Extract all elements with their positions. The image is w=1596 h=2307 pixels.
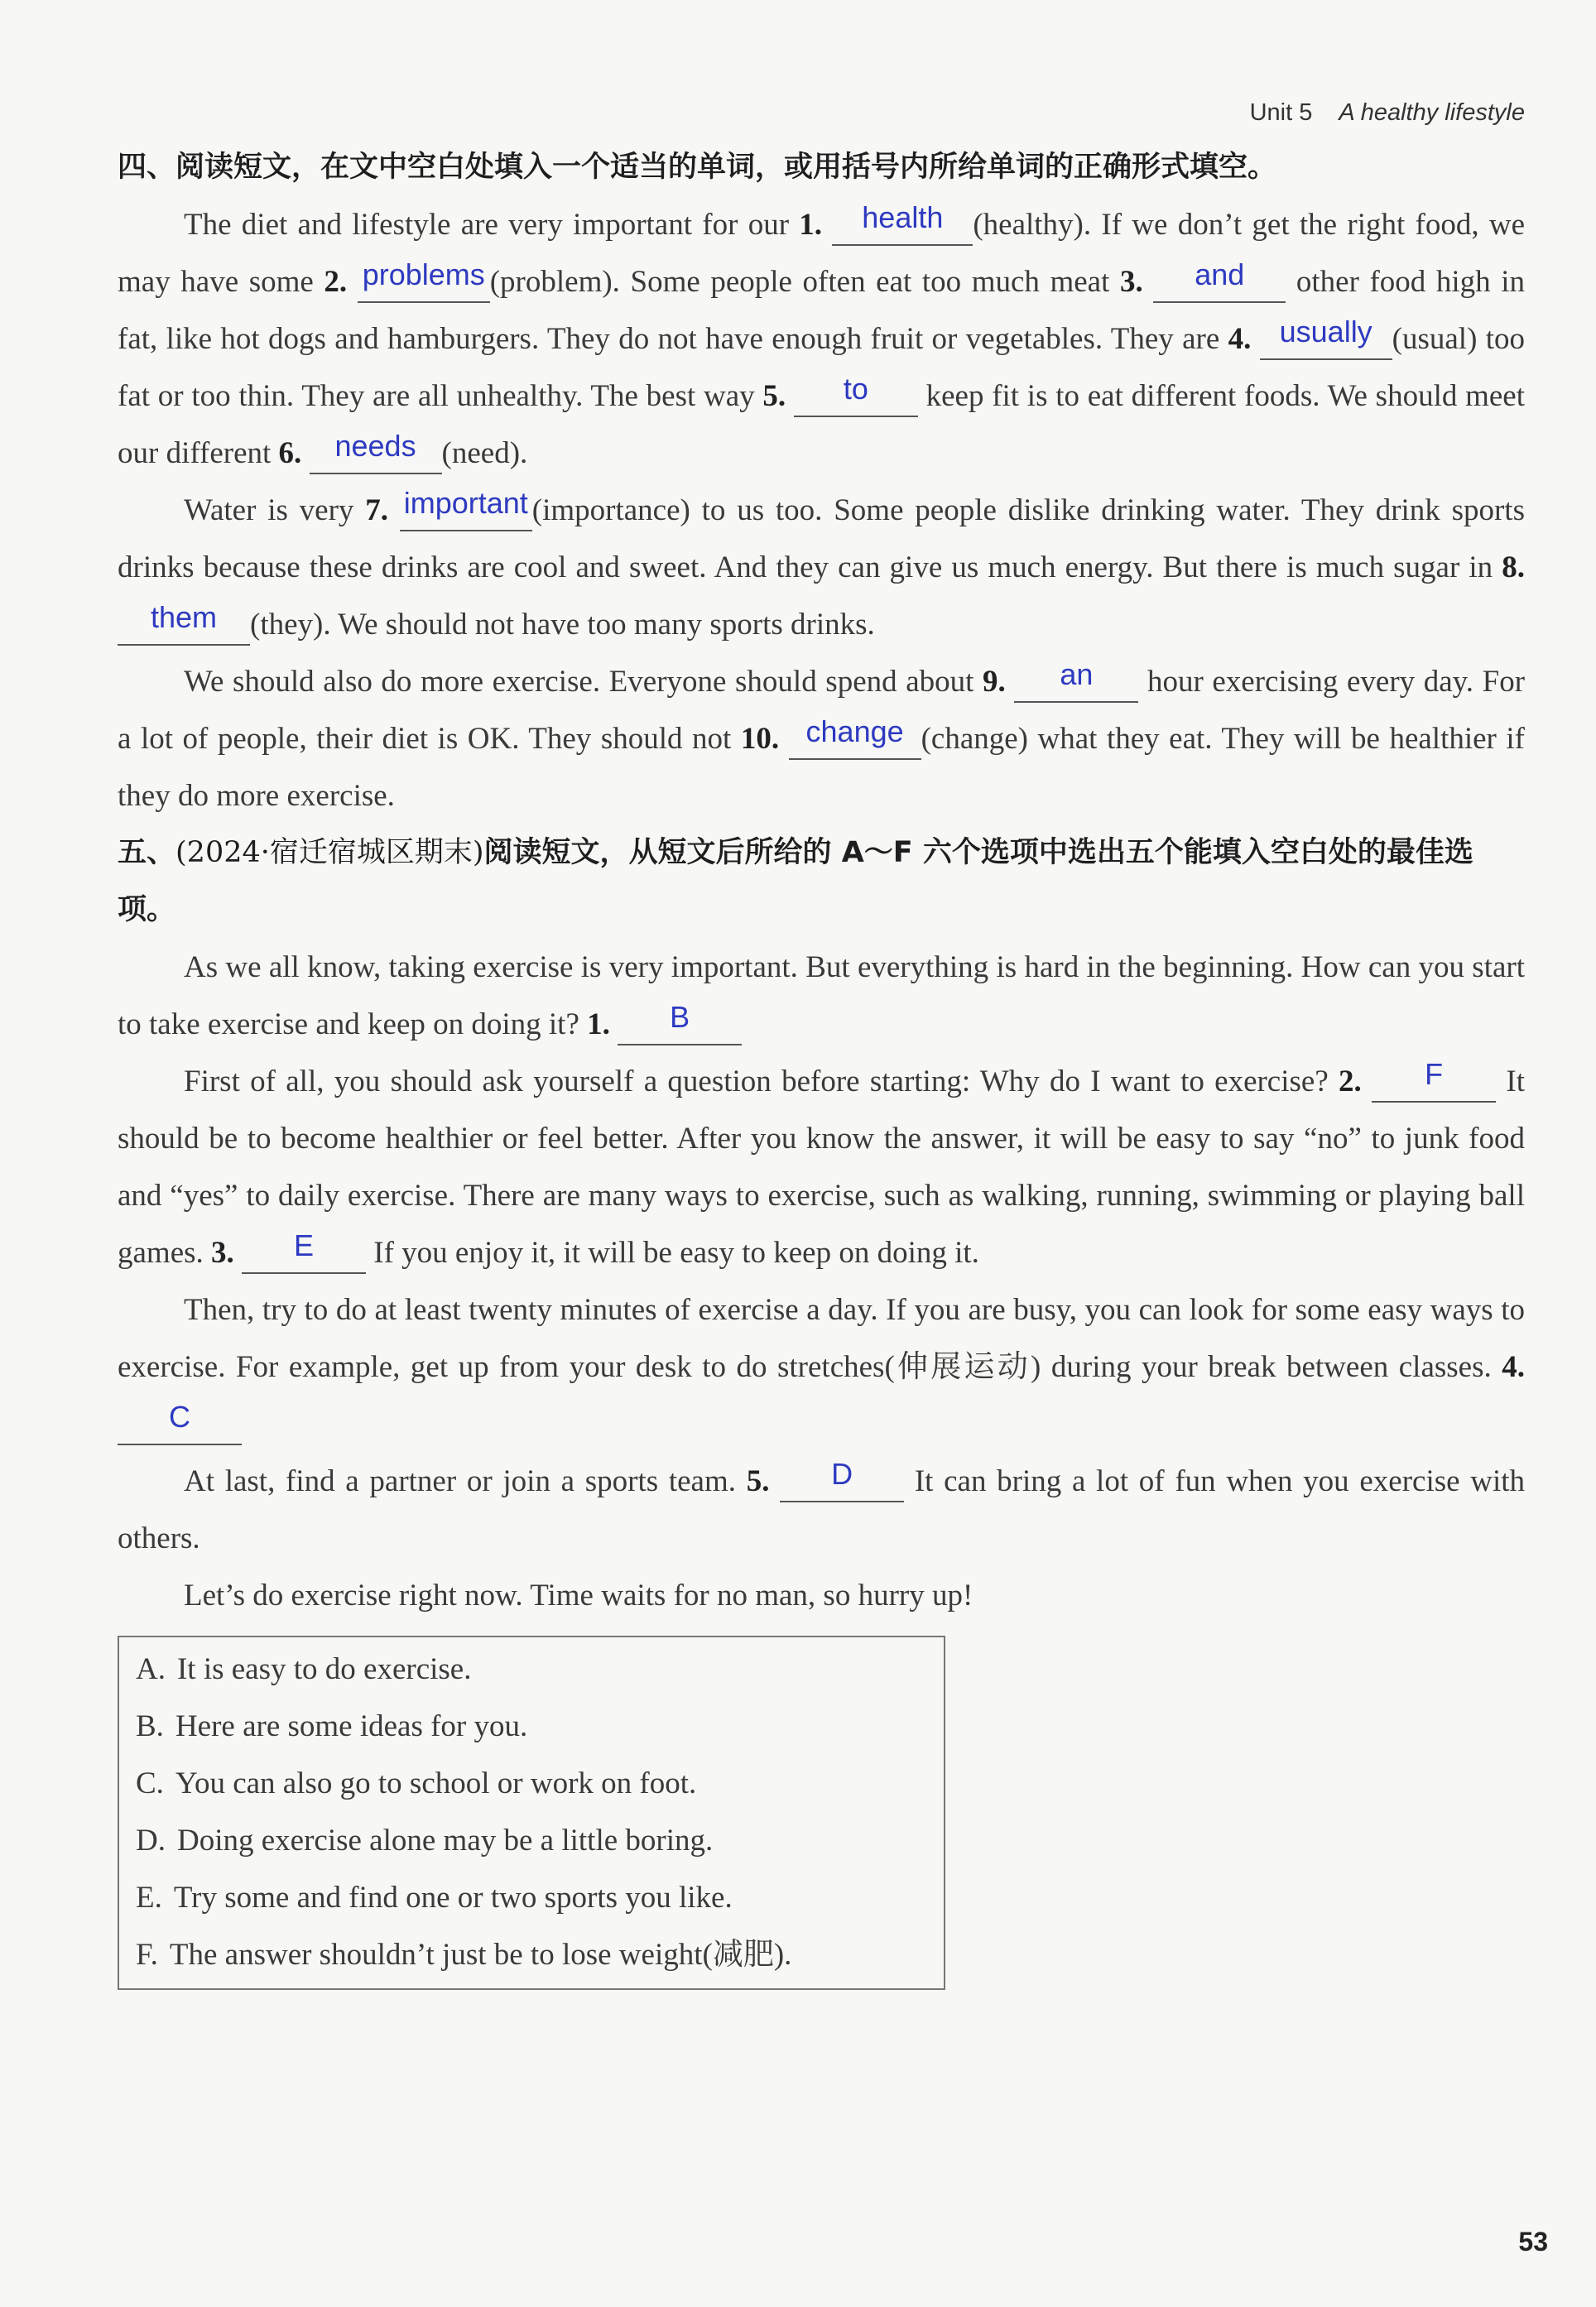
text: (change) what they eat. They will be healthier if they do more exercise. [118, 722, 1525, 813]
answer-blank-5[interactable] [794, 372, 918, 417]
blank-number: 3. [1119, 265, 1143, 299]
blank-number: 5. [762, 379, 786, 413]
section-5-paragraph-2 [118, 1053, 1525, 1281]
answer-text: an [1060, 657, 1094, 691]
text: (problem). Some people often eat too much meat [489, 265, 1120, 299]
section-5-title [118, 824, 1525, 939]
section-4-title: 四、阅读短文，在文中空白处填入一个适当的单词，或用括号内所给单词的正确形式填空。 [118, 151, 1277, 184]
text: (need). [441, 436, 528, 470]
option-f [136, 1926, 927, 1983]
text: It can bring a lot of fun when you exercise with others. [118, 1464, 1526, 1555]
option-b [136, 1698, 927, 1755]
text: If you enjoy it, it will be easy to keep on doing it. [366, 1236, 979, 1270]
unit-title: A healthy lifestyle [1339, 99, 1525, 126]
option-c [136, 1755, 927, 1812]
blank-number: 2. [324, 265, 348, 299]
option-text: Doing exercise alone may be a little boring. [176, 1824, 714, 1858]
answer-blank-6[interactable] [310, 429, 442, 474]
blank-number: 9. [983, 665, 1006, 699]
option-text: Try some and find one or two sports you like. [173, 1881, 733, 1915]
answer-blank-7[interactable] [400, 486, 532, 531]
blank-number: 4. [1502, 1350, 1525, 1384]
answer-text: E [294, 1228, 315, 1262]
option-text: It is easy to do exercise. [176, 1652, 472, 1686]
text: (importance) to us too. Some people dislike drinking water. They drink sports drinks because these drinks are cool and sweet. And they can give us much energy. But there is much sugar in [118, 493, 1525, 584]
text: It should be to become healthier or feel better. After you know the answer, it will be easy to say “no” to junk food and “yes” to daily exercise. There are many ways to exercise, such as walking, running, swimming or playing ball games. [118, 1065, 1525, 1270]
answer-text: important [403, 486, 528, 520]
text: Then, try to do at least twenty minutes of exercise a day. If you are busy, you can look for some easy ways to exercise. For example, get up from your desk to do stretches(伸展运动) during your break between classes. [118, 1293, 1525, 1384]
option-text: The answer shouldn’t just be to lose weight(减肥). [169, 1938, 792, 1972]
answer-blank-9[interactable] [1014, 657, 1138, 703]
text: (healthy). If we don’t get the right food, we may have some [118, 208, 1526, 299]
answer-text: needs [334, 429, 416, 463]
blank-number: 6. [278, 436, 302, 470]
option-d [136, 1812, 927, 1869]
option-e [136, 1869, 927, 1926]
blank-number: 1. [587, 1007, 610, 1041]
blank-number: 5. [746, 1464, 770, 1498]
text: (they). We should not have too many sports drinks. [250, 608, 875, 642]
option-blank-3[interactable] [242, 1228, 366, 1274]
page-number: 53 [1518, 2227, 1548, 2257]
text: keep fit is to eat different foods. We should meet our different [118, 379, 1526, 470]
section-number: 五、 [118, 836, 176, 869]
blank-number: 2. [1339, 1065, 1362, 1098]
option-blank-1[interactable] [618, 1000, 742, 1045]
answer-text: to [843, 372, 868, 406]
answer-text: health [862, 200, 944, 234]
answer-text: D [831, 1457, 853, 1491]
section-4-paragraph-2 [118, 482, 1525, 653]
section-5-paragraph-4 [118, 1453, 1525, 1567]
instruction-text: 阅读短文，从短文后所给的 A～F 六个选项中选出五个能填入空白处的最佳选项。 [118, 836, 1473, 926]
blank-number: 10. [740, 722, 780, 756]
text: other food high in fat, like hot dogs and hamburgers. They do not have enough fruit or vegetables. They are [118, 265, 1526, 356]
blank-number: 1. [799, 208, 823, 242]
option-blank-2[interactable] [1372, 1057, 1496, 1103]
option-letter: F. [136, 1938, 158, 1972]
section-4-paragraph-1 [118, 196, 1525, 482]
unit-label: Unit 5 [1249, 99, 1313, 126]
text: (usual) too fat or too thin. They are all unhealthy. The best way [118, 322, 1525, 413]
blank-number: 8. [1502, 550, 1525, 584]
option-text: You can also go to school or work on foot. [175, 1766, 697, 1800]
text: hour exercising every day. For a lot of people, their diet is OK. They should not [118, 665, 1526, 756]
option-letter: C. [136, 1766, 164, 1800]
blank-number: 3. [211, 1236, 234, 1270]
answer-blank-2[interactable] [358, 257, 490, 303]
answer-blank-4[interactable] [1260, 315, 1392, 360]
answer-text: B [670, 1000, 690, 1034]
answer-text: them [150, 600, 218, 634]
section-4-paragraph-3 [118, 653, 1525, 824]
running-header [1250, 99, 1525, 127]
answer-text: usually [1279, 315, 1372, 348]
section-5-paragraph-1 [118, 939, 1525, 1053]
option-letter: B. [136, 1709, 164, 1743]
answer-text: C [169, 1400, 190, 1434]
answer-blank-1[interactable] [832, 200, 973, 246]
option-letter: E. [136, 1881, 162, 1915]
section-5-paragraph-3 [118, 1281, 1525, 1453]
option-blank-4[interactable] [118, 1400, 242, 1445]
option-text: Here are some ideas for you. [175, 1709, 528, 1743]
answer-text: and [1195, 257, 1245, 291]
text: At last, find a partner or join a sports team. [184, 1464, 747, 1498]
option-letter: D. [136, 1824, 166, 1858]
source-label: (2024·宿迁宿城区期末) [175, 836, 484, 869]
answer-text: F [1425, 1057, 1444, 1091]
option-letter: A. [136, 1652, 166, 1686]
main-content [118, 139, 1525, 1990]
answer-text: problems [362, 257, 485, 291]
options-box [118, 1636, 945, 1990]
option-blank-5[interactable] [780, 1457, 904, 1502]
answer-blank-8[interactable] [118, 600, 250, 646]
section-5-paragraph-5: Let’s do exercise right now. Time waits for no man, so hurry up! [184, 1579, 973, 1612]
text: We should also do more exercise. Everyone should spend about [184, 665, 983, 699]
text: Water is very [184, 493, 366, 527]
blank-number: 7. [365, 493, 388, 527]
option-a [136, 1641, 927, 1698]
answer-text: change [805, 714, 904, 748]
answer-blank-3[interactable] [1153, 257, 1286, 303]
text: First of all, you should ask yourself a question before starting: Why do I want to exercise? [184, 1065, 1339, 1098]
text: As we all know, taking exercise is very important. But everything is hard in the beginning. How can you start to take exercise and keep on doing it? [118, 950, 1525, 1041]
answer-blank-10[interactable] [789, 714, 921, 760]
text: The diet and lifestyle are very important for our [184, 208, 800, 242]
blank-number: 4. [1228, 322, 1252, 356]
